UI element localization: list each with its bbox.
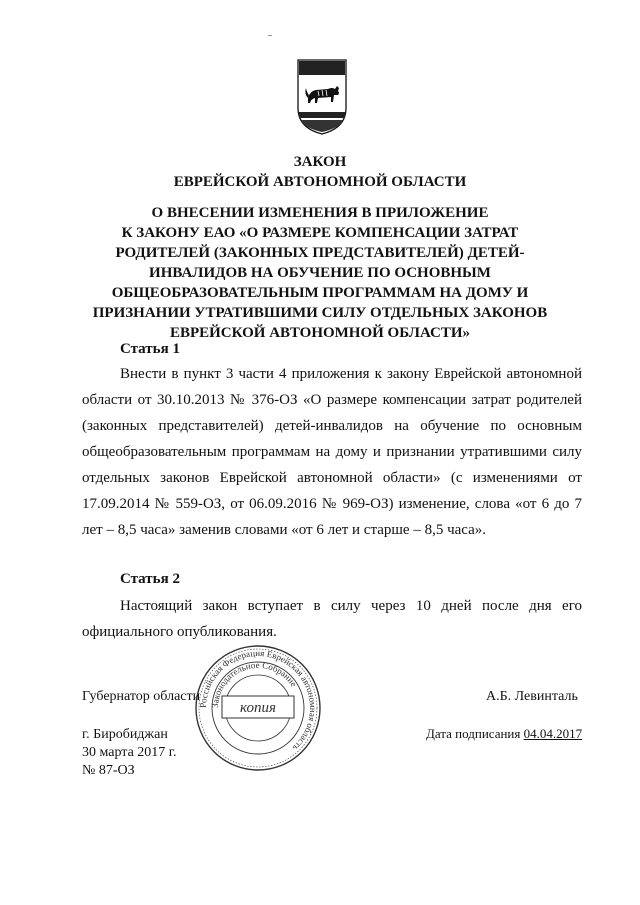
law-title-line-1: ЗАКОН [293,154,347,170]
stamp-outer-text: Российская Федерация Еврейская автономная область [197,647,319,754]
stamp-copy-label: копия [240,700,276,716]
law-subject-line-5: ОБЩЕОБРАЗОВАТЕЛЬНЫМ ПРОГРАММАМ НА ДОМУ И [111,285,529,301]
law-subject-line-1: О ВНЕСЕНИИ ИЗМЕНЕНИЯ В ПРИЛОЖЕНИЕ [151,205,489,221]
copy-stamp [194,644,322,772]
article-1-heading: Статья 1 [120,341,180,357]
article-1-line-2: области от 30.10.2013 № 376-ОЗ «О размере компенсации затрат родителей [82,392,582,408]
article-1-line-4: общеобразовательным программам на дому и признании утратившими силу [82,444,582,460]
law-subject [0,203,640,343]
governor-name: А.Б. Левинталь [486,689,578,704]
scan-mark [268,35,272,36]
coat-of-arms-tiger-icon [296,58,348,136]
article-1-line-3: (законных представителей) детей-инвалидов на обучение по основным [82,418,582,434]
signing-date-label: Дата подписания [426,726,521,741]
article-1-line-7: лет – 8,5 часа» заменив словами «от 6 лет и старше – 8,5 часа». [82,522,487,538]
article-1-line-5: отдельных законов Еврейской автономной области» (с изменениями от [82,470,582,486]
law-title [0,152,640,192]
article-1-line-1: Внести в пункт 3 части 4 приложения к закону Еврейской автономной [120,366,582,382]
law-subject-line-3: РОДИТЕЛЕЙ (ЗАКОННЫХ ПРЕДСТАВИТЕЛЕЙ) ДЕТЕЙ- [115,245,525,261]
law-subject-line-2: К ЗАКОНУ ЕАО «О РАЗМЕРЕ КОМПЕНСАЦИИ ЗАТРАТ [121,225,519,241]
law-number: № 87-ОЗ [82,763,135,778]
article-2-text [82,593,582,645]
signing-date-block [426,725,582,743]
article-2-line-1: Настоящий закон вступает в силу через 10 дней после дня его [120,598,582,614]
stamp-inner-text: Законодательное Собрание [209,659,299,709]
city: г. Биробиджан [82,727,168,742]
article-1-line-6: 17.09.2014 № 559-ОЗ, от 06.09.2016 № 969-ОЗ) изменение, слова «от 6 до 7 [82,496,582,512]
law-title-line-2: ЕВРЕЙСКОЙ АВТОНОМНОЙ ОБЛАСТИ [173,174,467,190]
article-2-line-2: официального опубликования. [82,624,277,640]
signing-date-value: 04.04.2017 [523,726,583,741]
law-subject-line-7: ЕВРЕЙСКОЙ АВТОНОМНОЙ ОБЛАСТИ» [169,325,471,341]
article-2-heading: Статья 2 [120,571,180,587]
article-1-text [82,361,582,543]
law-subject-line-4: ИНВАЛИДОВ НА ОБУЧЕНИЕ ПО ОСНОВНЫМ [149,265,491,281]
governor-label: Губернатор области [82,689,201,704]
adoption-date: 30 марта 2017 г. [82,745,177,760]
law-subject-line-6: ПРИЗНАНИИ УТРАТИВШИМИ СИЛУ ОТДЕЛЬНЫХ ЗАКОНОВ [92,305,548,321]
